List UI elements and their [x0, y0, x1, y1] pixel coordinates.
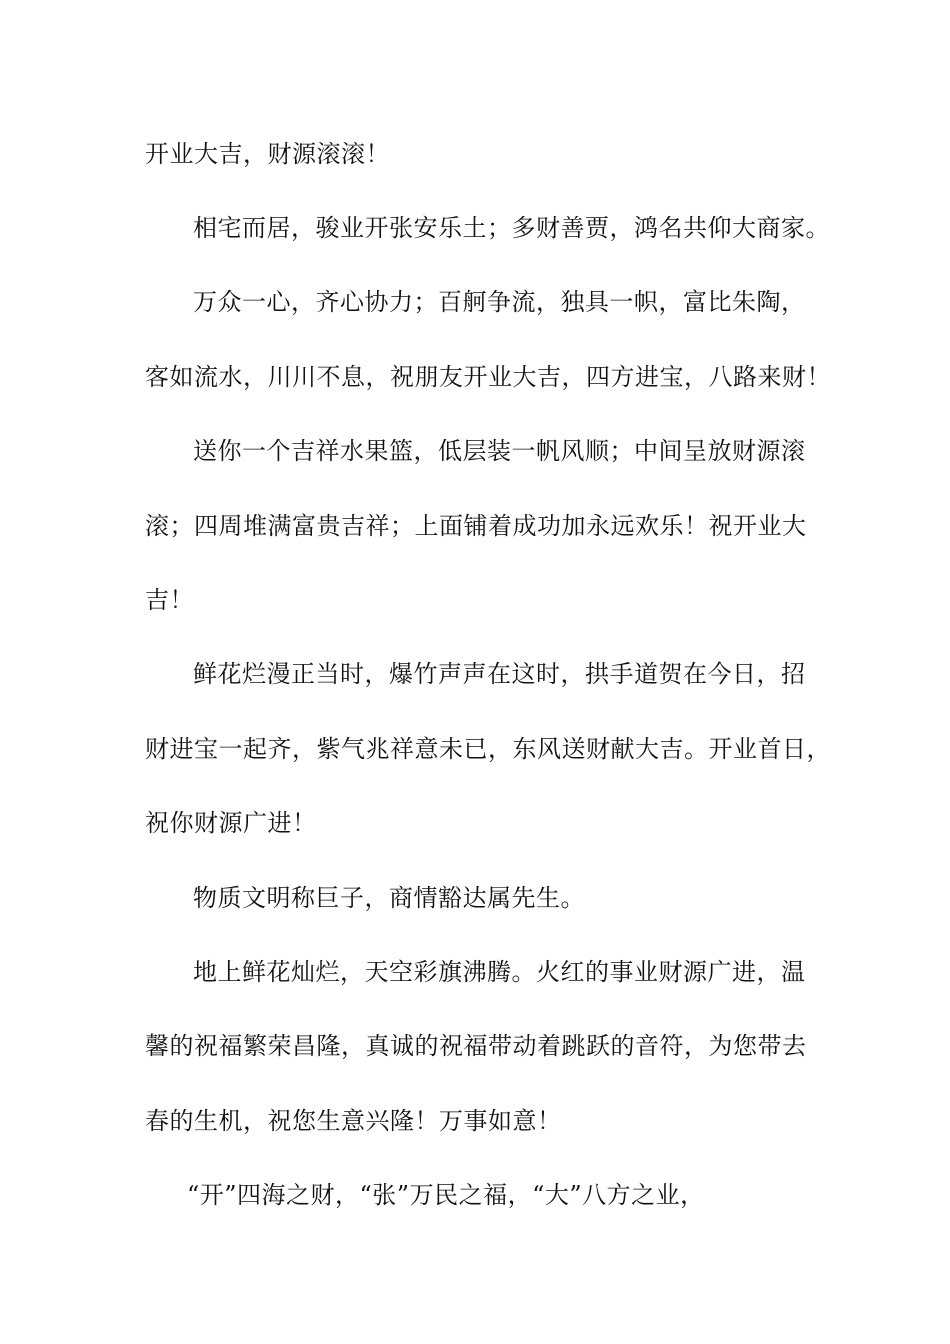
text-line: 馨的祝福繁荣昌隆，真诚的祝福带动着跳跃的音符，为您带去: [145, 1032, 807, 1060]
text-line: 吉！: [145, 586, 194, 614]
text-line: 万众一心，齐心协力；百舸争流，独具一帜，富比朱陶，: [193, 288, 806, 316]
text-line: 开业大吉，财源滚滚！: [145, 140, 390, 168]
text-line: 鲜花烂漫正当时，爆竹声声在这时，拱手道贺在今日，招: [193, 660, 806, 688]
text-line: 滚；四周堆满富贵吉祥；上面铺着成功加永远欢乐！祝开业大: [145, 512, 807, 540]
text-line: “开”四海之财，“张”万民之福，“大”八方之业，: [187, 1181, 705, 1209]
text-line: 财进宝一起齐，紫气兆祥意未已，东风送财献大吉。开业首日，: [145, 735, 831, 763]
text-line: 相宅而居，骏业开张安乐土；多财善贾，鸿名共仰大商家。: [193, 214, 830, 242]
text-line: 春的生机，祝您生意兴隆！万事如意！: [145, 1107, 562, 1135]
text-line: 祝你财源广进！: [145, 809, 317, 837]
text-line: 送你一个吉祥水果篮，低层装一帆风顺；中间呈放财源滚: [193, 437, 806, 465]
text-line: 客如流水，川川不息，祝朋友开业大吉，四方进宝，八路来财！: [145, 363, 831, 391]
text-line: 地上鲜花灿烂，天空彩旗沸腾。火红的事业财源广进，温: [193, 958, 806, 986]
text-line: 物质文明称巨子，商情豁达属先生。: [193, 884, 585, 912]
